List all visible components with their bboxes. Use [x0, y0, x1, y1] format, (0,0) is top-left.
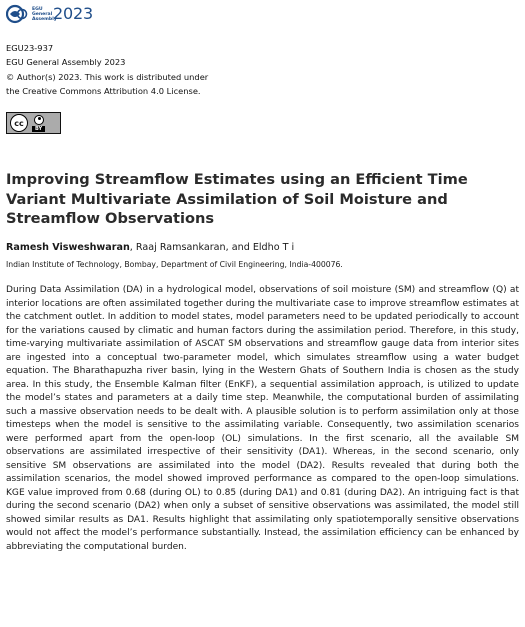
person-icon: [34, 115, 44, 125]
logo-small-line2: Assembly: [32, 17, 57, 22]
affiliation: Indian Institute of Technology, Bombay, Department of Civil Engineering, India-400076.: [6, 260, 343, 269]
cc-by-license-badge[interactable]: [6, 112, 61, 134]
abstract-body: During Data Assimilation (DA) in a hydrological model, observations of soil moisture (SM) and streamflow (Q) at interior locations are often assimilated together during the multivariate case to improve streamflow estimates at the catchment outlet. In addition to model states, model parameters need to be updated periodically to account for the variations caused by climatic and human factors during the assimilation period. Therefore, in this study, time-varying multivariate assimilation of ASCAT SM observations and streamflow gauge data from interior sites are ingested into a conceptual two-parameter model, which simulates streamflow using a water budget equation. The Bharathapuzha river basin, lying in the Western Ghats of Southern India is chosen as the study area. In this study, the Ensemble Kalman filter (EnKF), a sequential assimilation approach, is utilized to update the model’s states and parameters at a daily time step. Meanwhile, the computational burden of assimilating such a massive observation needs to be dealt with. A plausible solution is to perform assimilation only at those timesteps when the model is sensitive to the assimilating variable. Consequently, two assimilation scenarios were performed apart from the open-loop (OL) simulations. In the first scenario, all the available SM observations are assimilated irrespective of their sensitivity (DA1). Whereas, in the second scenario, only sensitive SM observations are assimilated into the model (DA2). Results revealed that during both the assimilation scenarios, the model showed improved performance as compared to the open-loop simulations. KGE value improved from 0.68 (during OL) to 0.85 (during DA1) and 0.81 (during DA2). An intriguing fact is that during the second scenario (DA2) when only a subset of sensitive observations was assimilated, the model still showed similar results as DA1. Results highlight that assimilating only spatiotemporally sensitive observations would not affect the model’s performance substantially. Instead, the assimilation efficiency can be enhanced by abbreviating the computational burden.: [6, 285, 519, 552]
by-attribution: [32, 115, 45, 132]
first-author: Ramesh Visweshwaran: [6, 242, 130, 253]
author-list: [6, 241, 294, 254]
assembly-name: EGU General Assembly 2023: [6, 57, 126, 68]
cc-icon: cc: [10, 114, 28, 132]
by-label: BY: [32, 126, 45, 132]
other-authors: , Raaj Ramsankaran, and Eldho T i: [129, 242, 295, 253]
license-line: the Creative Commons Attribution 4.0 License.: [6, 86, 201, 97]
logo-year: 2023: [53, 4, 93, 23]
egu-logo: [6, 4, 93, 24]
egu-logo-mark-icon: [6, 4, 32, 24]
paper-title: Improving Streamflow Estimates using an Efficient Time Variant Multivariate Assimilation of Soil Moisture and Streamflow Observations: [6, 171, 468, 227]
logo-small-line1: EGU General: [32, 7, 53, 17]
abstract-id: EGU23-937: [6, 43, 54, 53]
copyright-line: © Author(s) 2023. This work is distributed under: [6, 71, 209, 82]
abstract-meta: [6, 41, 208, 99]
